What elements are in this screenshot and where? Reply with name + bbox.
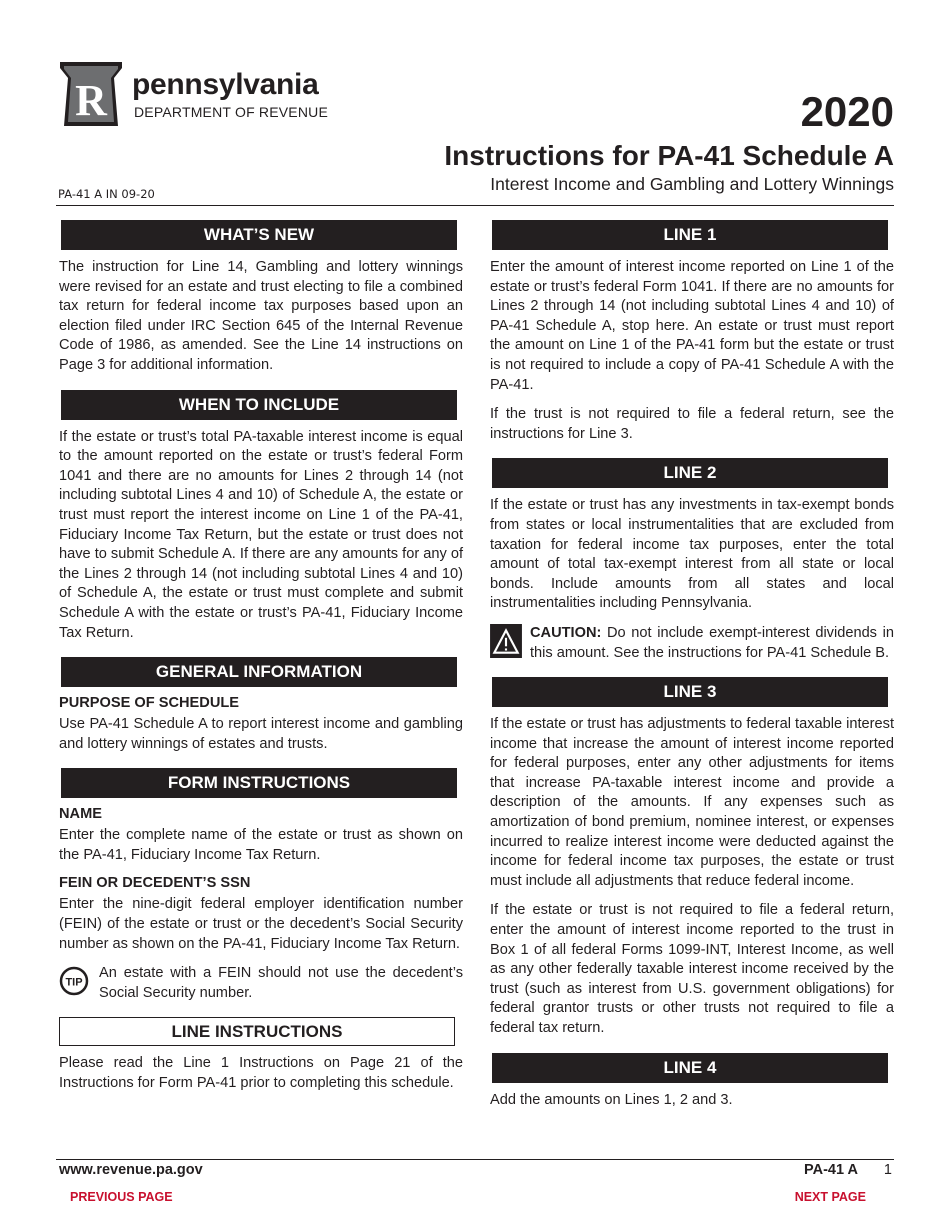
line-2-heading: LINE 2 [492,458,888,488]
form-code: PA-41 A IN 09-20 [58,187,155,201]
line-1-text-2: If the trust is not required to file a federal return, see the instructions for Line 3. [490,406,894,442]
previous-page-link[interactable]: PREVIOUS PAGE [70,1190,173,1204]
general-information-heading: GENERAL INFORMATION [61,657,457,687]
form-instructions-heading: FORM INSTRUCTIONS [61,768,457,798]
logo-wordmark: pennsylvania [132,68,319,101]
fein-subheading: FEIN OR DECEDENT’S SSN [59,875,251,892]
line-instructions-heading: LINE INSTRUCTIONS [59,1017,455,1046]
caution-text: Do not include exempt-interest dividends in this amount. See the instructions for PA-41 Schedule B. [530,624,894,661]
line-4-heading: LINE 4 [492,1053,888,1083]
pa-revenue-logo [56,60,346,130]
purpose-of-schedule-subheading: PURPOSE OF SCHEDULE [59,695,240,712]
tip-text: An estate with a FEIN should not use the decedent’s Social Security number. [99,965,463,1001]
right-column [490,220,894,1120]
page-title: Instructions for PA-41 Schedule A [444,140,894,171]
footer-form-code: PA-41 A [804,1162,858,1178]
logo-letter: R [75,76,107,125]
line-1-text: Enter the amount of interest income reported on Line 1 of the estate or trust’s federal Form 1041. If there are no amounts for Lines 2 through 14 (not including subtotal Lines 4 and 10) of PA-41 Schedule A, stop here. An estate or trust must report the amount on Line 1 of the PA-41 form but the estate or trust is not required to include a copy of PA-41 Schedule A with the PA-41. [490,259,894,393]
name-subheading: NAME [59,806,102,823]
keystone-icon [56,60,126,130]
caution-label: CAUTION: [530,624,602,641]
whats-new-heading: WHAT’S NEW [61,220,457,250]
website-link[interactable]: www.revenue.pa.gov [59,1162,203,1178]
page-subtitle: Interest Income and Gambling and Lottery Winnings [490,174,894,194]
line-3-text-2: If the estate or trust is not required to file a federal return, enter the amount of interest income reported to the trust in Box 1 of all federal Forms 1099-INT, Interest Income, as well as any other federally taxable interest income received by the trust (such as interest from U.S. government obligations) for federal grantor trusts or other trusts not required to file a federal tax return. [490,902,894,1036]
tip-icon [59,966,89,996]
tax-year: 2020 [800,88,894,135]
logo-department: DEPARTMENT OF REVENUE [134,104,329,120]
name-text: Enter the complete name of the estate or trust as shown on the PA-41, Fiduciary Income Tax Return. [59,827,463,863]
fein-text: Enter the nine-digit federal employer identification number (FEIN) of the estate or trust or the decedent’s Social Security number as shown on the PA-41, Fiduciary Income Tax Return. [59,896,463,952]
caution-note [490,624,894,663]
caution-icon [490,624,522,658]
line-3-heading: LINE 3 [492,677,888,707]
tip-note [59,964,463,1003]
line-2-text: If the estate or trust has any investments in tax-exempt bonds from states or local instrumentalities that are excluded from taxation for federal income tax purposes, enter the total amount of total tax-exempt interest from all state or local bonds. Include amounts from all states and local instrumentalities including Pennsylvania. [490,497,894,612]
footer-divider [56,1159,894,1160]
when-to-include-text: If the estate or trust’s total PA-taxable interest income is equal to the amount reported on the estate or trust’s federal Form 1041 and there are no amounts for Lines 2 through 14 (not including subtotal Lines 4 and 10) of Schedule A, the estate or trust must report the interest income on Line 1 of the PA-41, Fiduciary Income Tax Return, but the estate or trust does not have to submit Schedule A. If there are any amounts for any of the Lines 2 through 14 (not including subtotal Lines 4 and 10) of Schedule A, the estate or trust must complete and submit Schedule A with the estate or trust’s PA-41, Fiduciary Income Tax Return. [59,428,463,641]
whats-new-text: The instruction for Line 14, Gambling and lottery winnings were revised for an estate and trust electing to file a combined tax return for federal income tax purposes based upon an election filed under IRC Section 645 of the Internal Revenue Code of 1986, as amended. See the Line 14 instructions on Page 3 for additional information. [59,259,463,373]
page-number: 1 [883,1162,892,1178]
purpose-of-schedule-text: Use PA-41 Schedule A to report interest income and gambling and lottery winnings of estates and trusts. [59,716,463,752]
line-3-text: If the estate or trust has adjustments to federal taxable interest income that increase the amount of interest income reported for federal purposes, enter any other adjustments for items that increase PA-taxable interest income and provide a description of the amounts. If any expenses such as amortization of bond premium, nominee interest, or expenses incurred to realize interest income were deducted against the income for federal income tax purposes, the estate or trust must include all adjustments that reduce federal income. [490,716,894,889]
line-instructions-text: Please read the Line 1 Instructions on Page 21 of the Instructions for Form PA-41 prior to completing this schedule. [59,1055,463,1092]
left-column [59,220,463,1104]
header-divider [56,205,894,206]
when-to-include-heading: WHEN TO INCLUDE [61,390,457,420]
next-page-link[interactable]: NEXT PAGE [794,1190,866,1204]
line-4-text: Add the amounts on Lines 1, 2 and 3. [490,1091,733,1108]
line-1-heading: LINE 1 [492,220,888,250]
svg-text:TIP: TIP [65,976,83,989]
